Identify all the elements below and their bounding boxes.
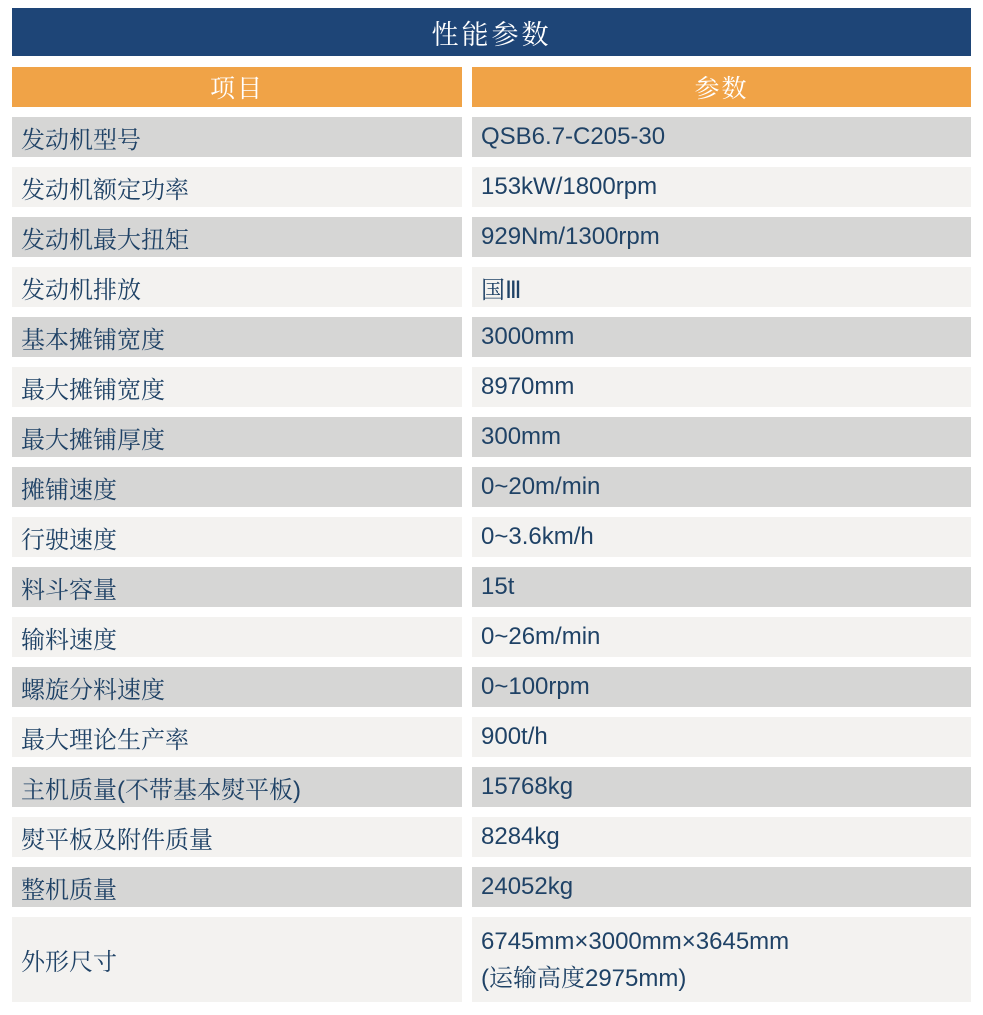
row-value-line: 0~3.6km/h — [481, 523, 594, 550]
row-label: 整机质量 — [12, 867, 462, 907]
table-row — [12, 767, 971, 807]
column-header-param: 参数 — [472, 67, 971, 107]
table-row — [12, 217, 971, 257]
row-label: 最大摊铺宽度 — [12, 367, 462, 407]
table-row — [12, 317, 971, 357]
row-value-line: 300mm — [481, 423, 562, 450]
row-label: 摊铺速度 — [12, 467, 462, 507]
table-row — [12, 717, 971, 757]
row-label: 料斗容量 — [12, 567, 462, 607]
row-value-line: (运输高度2975mm) — [481, 964, 687, 992]
table-title: 性能参数 — [12, 8, 971, 56]
row-label: 发动机型号 — [12, 117, 462, 157]
row-value — [472, 617, 971, 657]
row-value — [472, 417, 971, 457]
row-label: 输料速度 — [12, 617, 462, 657]
row-value — [472, 267, 971, 307]
row-value — [472, 767, 971, 807]
row-label: 发动机排放 — [12, 267, 462, 307]
row-label: 主机质量(不带基本熨平板) — [12, 767, 462, 807]
table-row — [12, 817, 971, 857]
row-label: 行驶速度 — [12, 517, 462, 557]
row-value-line: 国Ⅲ — [481, 276, 522, 304]
row-value — [472, 567, 971, 607]
table-row — [12, 267, 971, 307]
table-row — [12, 917, 971, 1002]
row-label: 基本摊铺宽度 — [12, 317, 462, 357]
row-value-line: QSB6.7-C205-30 — [481, 123, 666, 150]
row-value — [472, 217, 971, 257]
spec-table — [12, 8, 971, 1012]
row-value — [472, 917, 971, 1002]
row-value-line: 24052kg — [481, 873, 574, 900]
table-row — [12, 167, 971, 207]
row-value — [472, 667, 971, 707]
row-value-line: 0~100rpm — [481, 673, 590, 700]
table-row — [12, 617, 971, 657]
row-label: 发动机额定功率 — [12, 167, 462, 207]
row-label: 螺旋分料速度 — [12, 667, 462, 707]
table-row — [12, 667, 971, 707]
row-value-line: 3000mm — [481, 323, 575, 350]
row-value-line: 929Nm/1300rpm — [481, 223, 660, 250]
row-value-line: 0~26m/min — [481, 623, 601, 650]
table-row — [12, 467, 971, 507]
table-body — [12, 117, 971, 1002]
row-label: 发动机最大扭矩 — [12, 217, 462, 257]
row-value-line: 6745mm×3000mm×3645mm — [481, 927, 790, 955]
row-value-line: 15768kg — [481, 773, 574, 800]
row-label: 熨平板及附件质量 — [12, 817, 462, 857]
row-value-line: 0~20m/min — [481, 473, 601, 500]
row-label: 外形尺寸 — [12, 917, 462, 1002]
row-value — [472, 467, 971, 507]
row-value — [472, 167, 971, 207]
row-value — [472, 117, 971, 157]
table-row — [12, 117, 971, 157]
column-header-row — [12, 67, 971, 107]
row-value-line: 900t/h — [481, 723, 548, 750]
row-value-line: 15t — [481, 573, 515, 600]
row-value — [472, 717, 971, 757]
row-value — [472, 867, 971, 907]
row-value — [472, 817, 971, 857]
row-value — [472, 317, 971, 357]
row-label: 最大摊铺厚度 — [12, 417, 462, 457]
table-row — [12, 367, 971, 407]
table-row — [12, 517, 971, 557]
row-value-line: 153kW/1800rpm — [481, 173, 658, 200]
row-value — [472, 367, 971, 407]
row-value — [472, 517, 971, 557]
row-value-line: 8970mm — [481, 373, 575, 400]
table-row — [12, 867, 971, 907]
row-label: 最大理论生产率 — [12, 717, 462, 757]
column-header-item: 项目 — [12, 67, 462, 107]
row-value-line: 8284kg — [481, 823, 560, 850]
table-row — [12, 567, 971, 607]
table-row — [12, 417, 971, 457]
